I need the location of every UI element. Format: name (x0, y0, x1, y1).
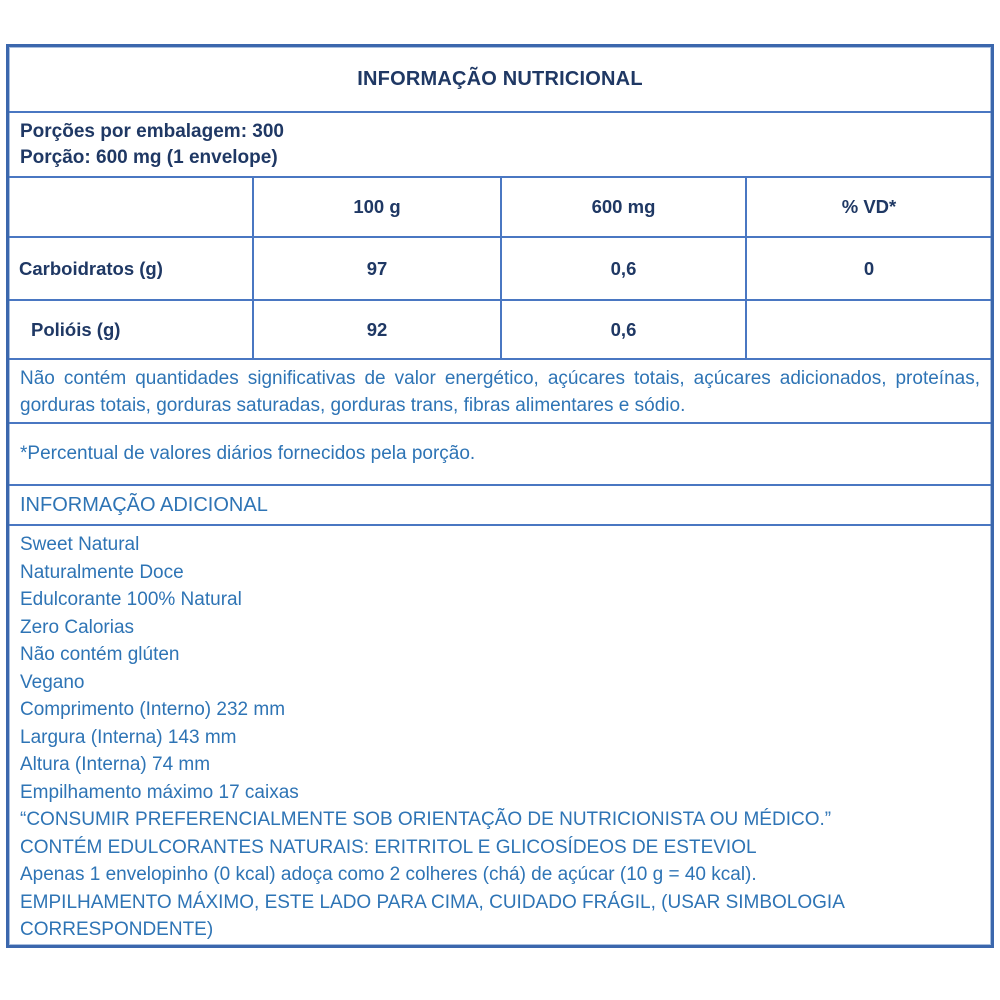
column-header-empty (9, 178, 254, 236)
additional-info-line: “CONSUMIR PREFERENCIALMENTE SOB ORIENTAÇÃO DE NUTRICIONISTA OU MÉDICO.” (20, 809, 832, 830)
additional-info-line: Comprimento (Interno) 232 mm (20, 699, 286, 720)
additional-info-line: EMPILHAMENTO MÁXIMO, ESTE LADO PARA CIMA, CUIDADO FRÁGIL, (USAR SIMBOLOGIA CORRESPONDENTE) (20, 891, 844, 940)
serving-size: Porção: 600 mg (1 envelope) (20, 146, 278, 168)
additional-info-line: CONTÉM EDULCORANTES NATURAIS: ERITRITOL E GLICOSÍDEOS DE ESTEVIOL (20, 836, 757, 858)
nutrient-value-600mg: 0,6 (502, 301, 747, 358)
additional-info-line: Zero Calorias (20, 616, 135, 638)
serving-info-row (9, 113, 991, 178)
nutrient-value-100g: 97 (254, 238, 502, 299)
table-title-row (9, 47, 991, 113)
nutrient-label: Carboidratos (g) (9, 238, 254, 299)
no-significant-amounts-note: Não contém quantidades significativas de valor energético, açúcares totais, açúcares adicionados, proteínas, gorduras totais, gorduras saturadas, gorduras trans, fibras alimentares e sódio. (9, 360, 991, 424)
additional-info-list (9, 526, 991, 945)
additional-info-line: Altura (Interna) 74 mm (20, 754, 211, 775)
additional-info-line: Largura (Interna) 143 mm (20, 726, 237, 748)
additional-info-line: Apenas 1 envelopinho (0 kcal) adoça como 2 colheres (chá) de açúcar (10 g = 40 kcal). (20, 864, 757, 885)
servings-per-package: Porções por embalagem: 300 (20, 120, 284, 142)
column-header-vd: % VD* (841, 196, 897, 217)
additional-info-line: Edulcorante 100% Natural (20, 589, 242, 610)
nutrient-value-vd: 0 (863, 257, 875, 279)
table-row (9, 238, 991, 301)
additional-info-line: Empilhamento máximo 17 caixas (20, 781, 299, 803)
daily-value-note: *Percentual de valores diários fornecidos pela porção. (9, 424, 991, 486)
table-title: INFORMAÇÃO NUTRICIONAL (357, 67, 643, 90)
nutrition-facts-table (6, 44, 994, 948)
nutrient-value-vd (747, 301, 991, 358)
table-row (9, 301, 991, 360)
additional-info-header: INFORMAÇÃO ADICIONAL (9, 486, 991, 526)
column-header-600mg: 600 mg (502, 178, 747, 236)
column-header-100g: 100 g (254, 178, 502, 236)
additional-info-line: Naturalmente Doce (20, 561, 184, 583)
nutrient-value-600mg: 0,6 (502, 238, 747, 299)
additional-info-line: Sweet Natural (20, 534, 140, 555)
additional-info-line: Não contém glúten (20, 644, 180, 665)
nutrient-label: Polióis (g) (9, 301, 254, 358)
nutrient-value-100g: 92 (254, 301, 502, 358)
column-header-row (9, 178, 991, 238)
additional-info-line: Vegano (20, 671, 85, 693)
